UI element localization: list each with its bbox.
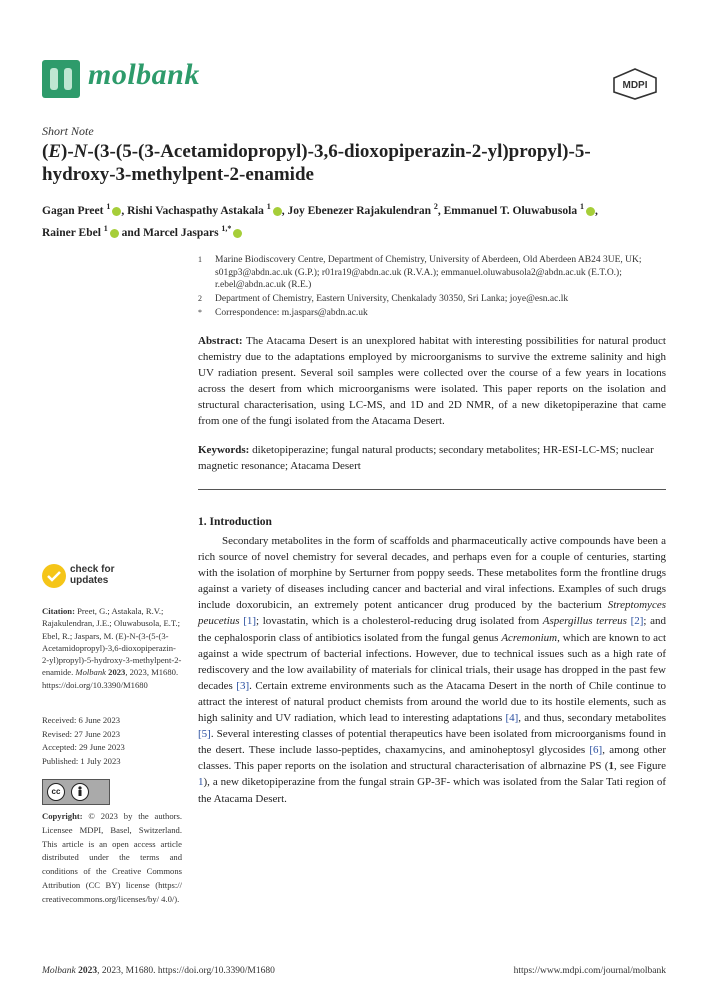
keywords: [198, 442, 666, 474]
author-name: Gagan Preet: [42, 204, 104, 217]
article-type: Short Note: [42, 124, 94, 138]
author-name: Rishi Vachaspathy Astakala: [127, 204, 264, 217]
keywords-text: diketopiperazine; fungal natural products; secondary metabolites; HR-ESI-LC-MS; nuclear magnetic resonance; Atacama Desert: [198, 444, 654, 472]
reference-link[interactable]: [1]: [243, 615, 257, 628]
intro-paragraph: Secondary metabolites in the form of scaffolds and pharmaceutically active compounds have been a rich source of novel chemistry for several decades, and perhaps even for a couple of centuries, starting with the isolation of morphine by Serturner from poppy seeds. These metabolites form the frontline drugs against a variety of diseases including cancer and bacterial and viral infections. Examples of such drugs include doxorubicin, an extremely potent anticancer drug produced by the bacterium Streptomyces peucetius [1]; lovastatin, which is a cholesterol-reducing drug isolated from Aspergillus terreus [2]; and the cephalosporin class of antibiotics isolated from the fungal genus Acremonium, which are known to act against a wide spectrum of bacterial infections. However, due to technical issues such as a high rate of rediscovery and the low availability of materials for clinical trials, their usage has dropped in the past few decades [3]. Certain extreme environments such as the Atacama Desert in the north of Chile continue to attract the interest of natural product chemists from around the world due to its hostile elements, such as high salinity and UV radiation, which lead to interesting adaptations [4], and thus, secondary metabolites [5]. Several interesting classes of potential therapeutics have been isolated from microorganisms found in the desert. These include lasso-peptides, chaxamycins, and aminoheptosyl glycosides [6], among other classes. This paper reports on the isolation and structural characterisation of albrnazine PS (1, see Figure 1), a new diketopiperazine from the fungal strain GP-3F- which was isolated from the Salar Tati region of the Atacama Desert.: [198, 535, 667, 805]
abstract-label: Abstract:: [198, 335, 243, 347]
affiliation: 1 Marine Biodiscovery Centre, Department of Chemistry, University of Aberdeen, Old Aberdeen AB24 3UE, UK; s01gp3@abdn.ac.uk (G.P.); r01ra19@abdn.ac.uk (R.V.A.); emmanuel.oluwabusola2@abdn.ac.uk (E.T.O.); r.ebel@abdn.ac.uk (R.E.): [198, 255, 642, 290]
mdpi-logo-icon[interactable]: [612, 68, 658, 100]
footer-citation: Molbank 2023, 2023, M1680. https://doi.org/10.3390/M1680: [42, 966, 275, 976]
orcid-icon[interactable]: [586, 207, 595, 216]
divider: [198, 489, 666, 490]
received-date: Received: 6 June 2023: [42, 715, 121, 725]
reference-link[interactable]: [2]: [630, 615, 644, 628]
journal-logo-icon: [42, 60, 80, 98]
cc-license-icon[interactable]: cc: [42, 779, 110, 805]
publisher-name: MDPI: [622, 80, 648, 91]
copyright: Copyright: © 2023 by the authors. Licensee MDPI, Basel, Switzerland. This article is an open access article distributed under the terms and conditions of the Creative Commons Attribution (CC BY) license (https:// creativecommons.org/licenses/by/ 4.0/).: [42, 811, 182, 904]
affiliation: 2 Department of Chemistry, Eastern University, Chenkalady 30350, Sri Lanka; joye@esn.ac.lk: [198, 294, 569, 304]
reference-link[interactable]: [3]: [236, 679, 250, 692]
journal-name[interactable]: molbank: [88, 58, 200, 91]
check-updates-button[interactable]: check for updates: [70, 564, 115, 586]
figure-link[interactable]: 1: [198, 776, 204, 789]
orcid-icon[interactable]: [233, 229, 242, 238]
revised-date: Revised: 27 June 2023: [42, 728, 121, 739]
footer-url[interactable]: https://www.mdpi.com/journal/molbank: [513, 966, 666, 976]
article-dates: [42, 714, 182, 768]
orcid-icon[interactable]: [273, 207, 282, 216]
orcid-icon[interactable]: [110, 229, 119, 238]
keywords-label: Keywords:: [198, 444, 250, 456]
paper-title: (E)-N-(3-(5-(3-Acetamidopropyl)-3,6-dioxopiperazin-2-yl)propyl)-5-hydroxy-3-methylpent-2-enamide: [42, 141, 591, 185]
author-list: Gagan Preet $^1$ , Rishi Vachaspathy Astakala $^1$ , Joy Ebenezer Rajakulendran $^2$, Emmanuel T. Oluwabusola $^1$ , Rainer Ebel $^1$ and Marcel Jaspars $^{1,*}$: [42, 202, 598, 239]
author-name: Joy Ebenezer Rajakulendran: [287, 204, 432, 217]
accepted-date: Accepted: 29 June 2023: [42, 742, 125, 752]
reference-link[interactable]: [5]: [198, 728, 211, 741]
abstract-text: The Atacama Desert is an unexplored habitat with interesting possibilities for natural product chemistry due to the adaptations employed by microorganisms to survive the extreme salinity and high UV radiation present. Several soil samples were collected over the course of a few years in locations across the desert from which microorganisms were isolated. This paper reports on the isolation and structural characterisation, using LC-MS, and 1D and 2D NMR, of a new diketopiperazine that came from one of the fungi isolated from the Atacama Desert.: [198, 335, 666, 427]
abstract: [198, 333, 666, 429]
by-icon: [71, 783, 89, 801]
published-date: Published: 1 July 2023: [42, 755, 121, 766]
section-heading: 1. Introduction: [198, 516, 272, 528]
author-name: Marcel Jaspars: [143, 226, 219, 239]
author-name: Emmanuel T. Oluwabusola: [443, 204, 578, 217]
citation: Citation: Preet, G.; Astakala, R.V.; Rajakulendran, J.E.; Oluwabusola, E.T.; Ebel, R.; Jaspars, M. (E)-N-(3-(5-(3-Acetamidopropyl)-3,6-dioxopiperazin-2-yl)propyl)-5-hydroxy-3-methylpent-2-enamide. Molbank 2023, 2023, M1680. https://doi.org/10.3390/M1680: [42, 606, 182, 690]
reference-link[interactable]: [6]: [589, 744, 603, 757]
correspondence: * Correspondence: m.jaspars@abdn.ac.uk: [198, 308, 368, 318]
check-updates-icon[interactable]: [42, 564, 66, 588]
author-name: Rainer Ebel: [42, 226, 101, 239]
reference-link[interactable]: [4]: [505, 712, 519, 725]
orcid-icon[interactable]: [112, 207, 121, 216]
